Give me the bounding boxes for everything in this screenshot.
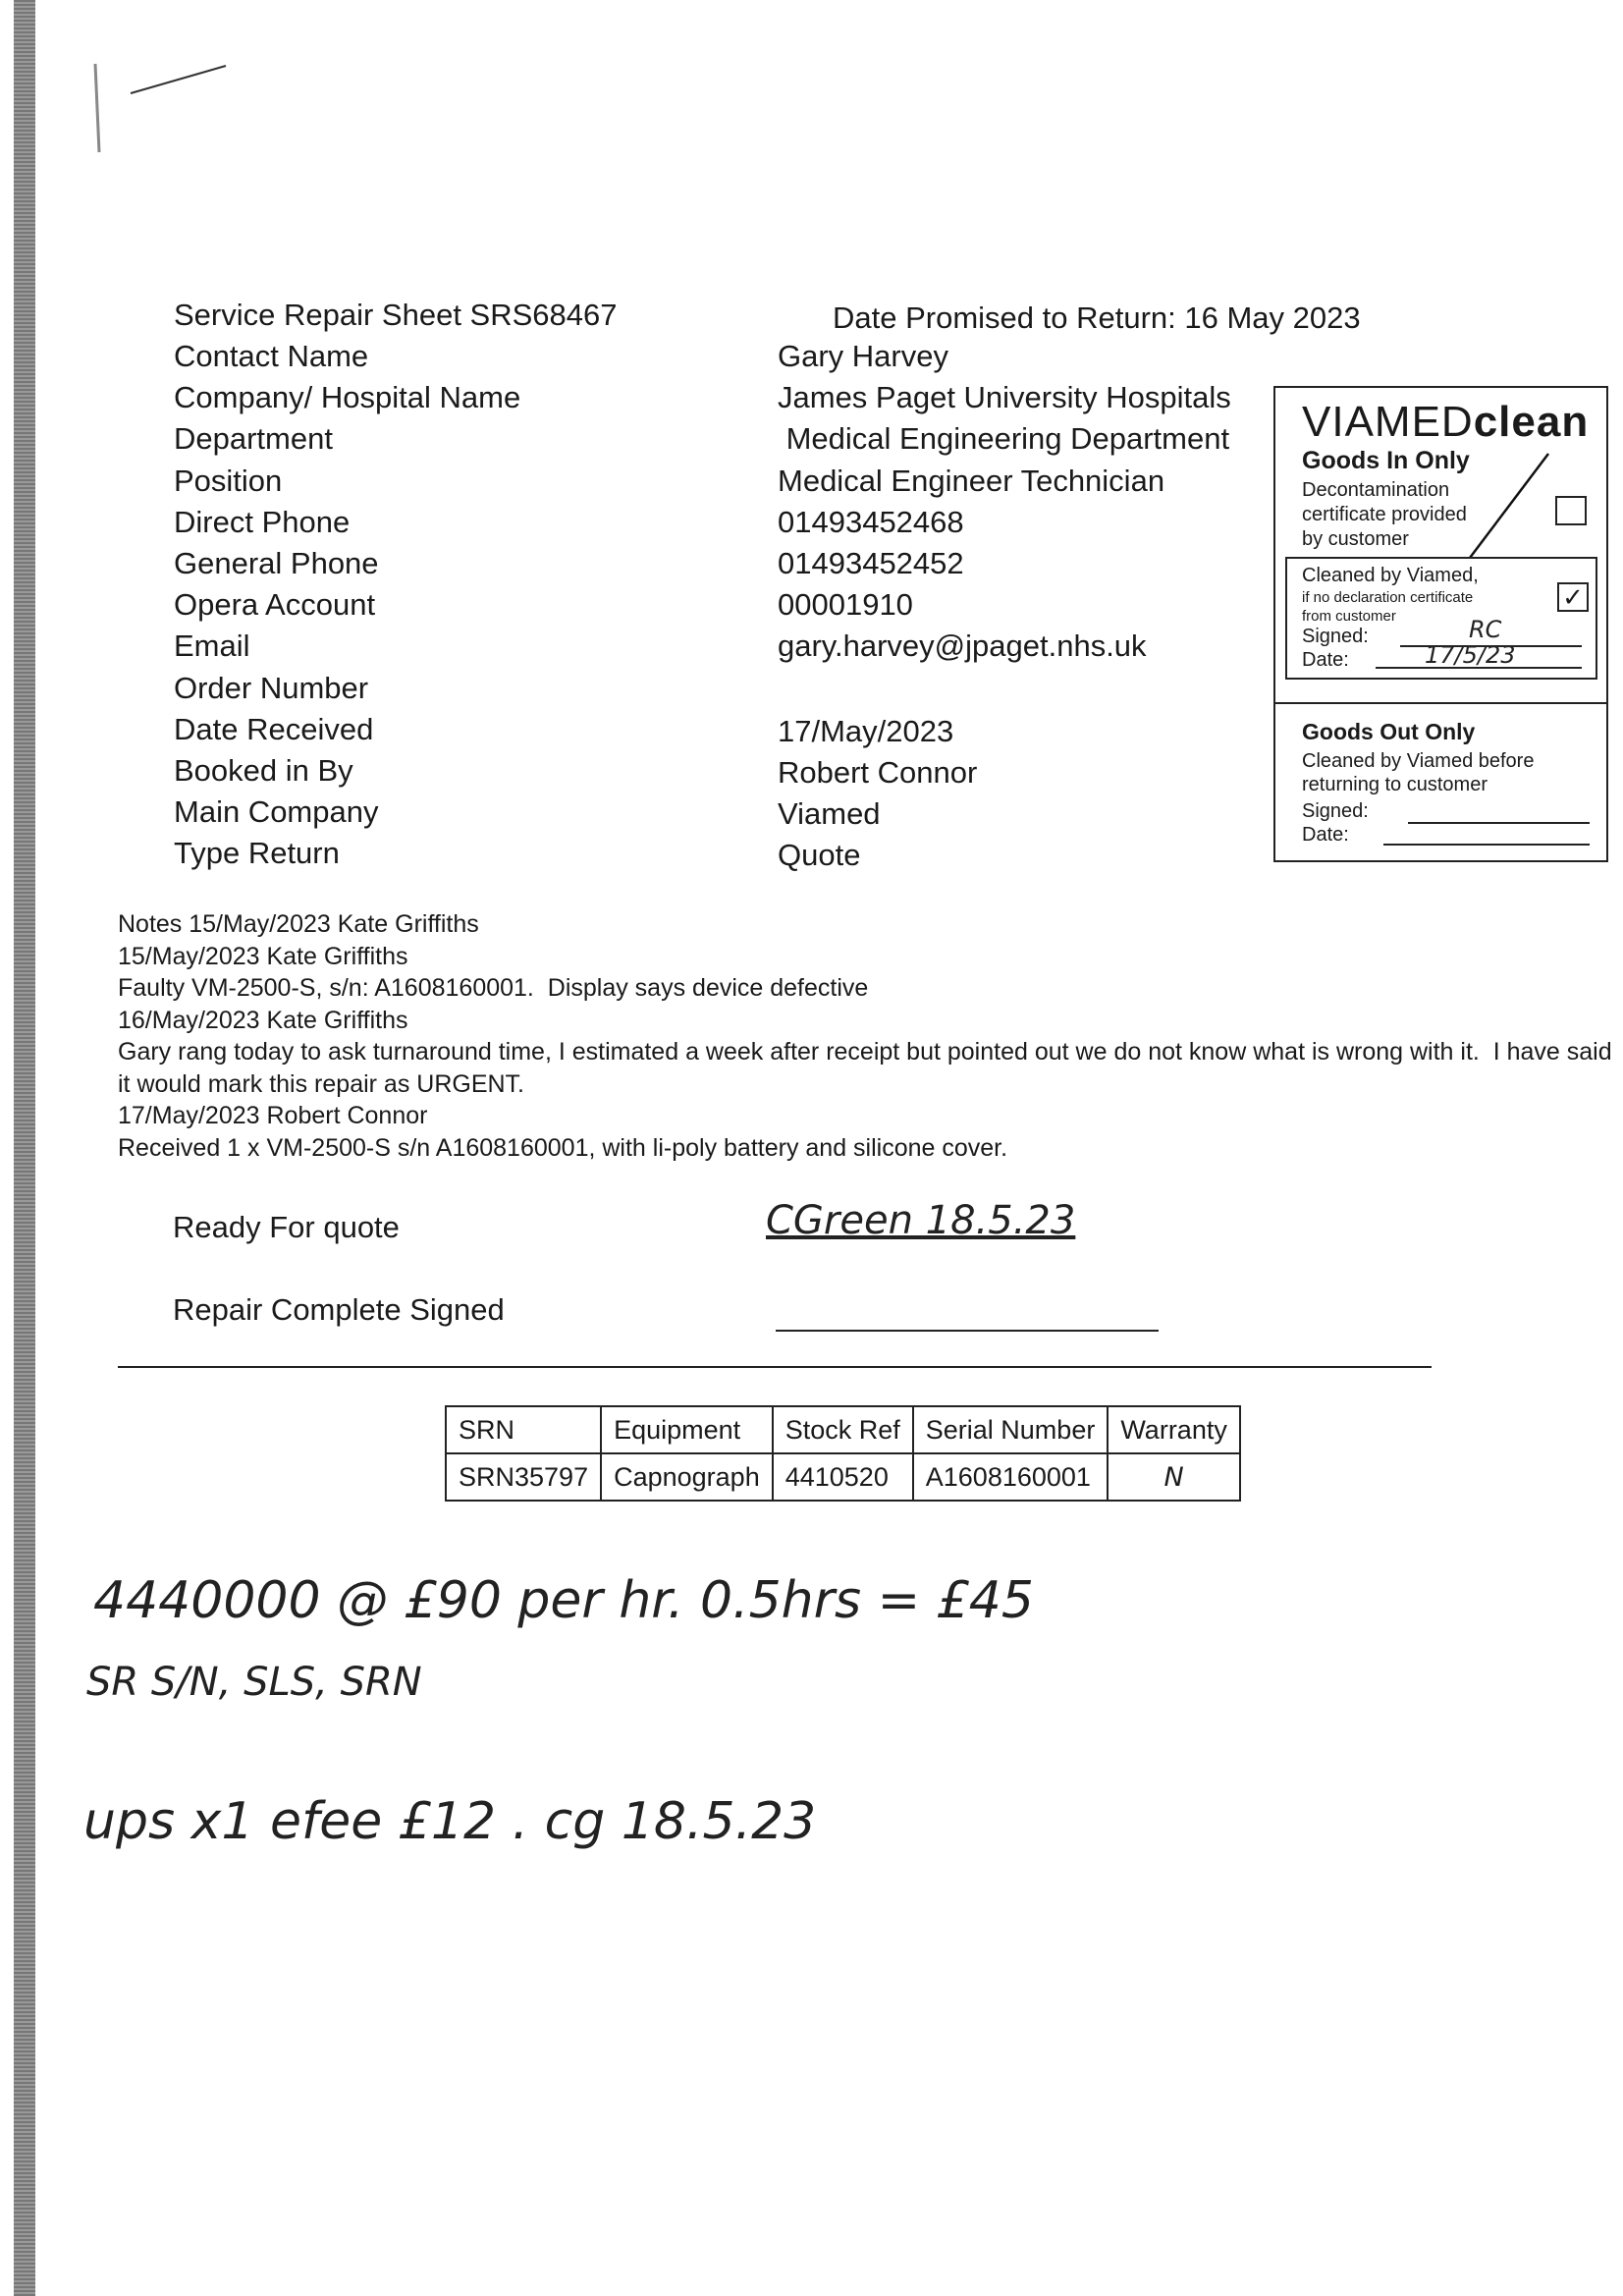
- field-label: Type Return: [174, 836, 340, 871]
- handwritten-parts: SR S/N, SLS, SRN: [86, 1660, 422, 1705]
- cell-stock-ref: 4410520: [773, 1453, 913, 1501]
- cleaned-sub: from customer: [1302, 608, 1396, 625]
- goods-out-heading: Goods Out Only: [1302, 719, 1476, 744]
- field-label: Company/ Hospital Name: [174, 380, 521, 415]
- stamp-logo-a: VIAMED: [1302, 398, 1474, 446]
- handwritten-labour: 4440000 @ £90 per hr. 0.5hrs = £45: [93, 1571, 1034, 1630]
- handwritten-shipping: ups x1 efee £12 . cg 18.5.23: [83, 1792, 817, 1851]
- field-value: gary.harvey@jpaget.nhs.uk: [778, 629, 1147, 664]
- field-value: 17/May/2023: [778, 713, 954, 748]
- goods-out-text: Cleaned by Viamed before: [1302, 750, 1535, 772]
- decon-checkbox[interactable]: [1555, 496, 1587, 525]
- cell-serial: A1608160001: [913, 1453, 1109, 1501]
- repair-complete-label: Repair Complete Signed: [173, 1292, 505, 1327]
- decon-text: Decontamination: [1302, 479, 1450, 501]
- date-handwritten: 17/5/23: [1425, 641, 1516, 669]
- stamp-logo-b: clean: [1473, 398, 1590, 446]
- header-equipment: Equipment: [601, 1406, 773, 1453]
- field-value: 01493452452: [778, 546, 964, 580]
- viamed-clean-stamp: [1273, 386, 1608, 862]
- staple-mark: [83, 54, 241, 162]
- table-row: [446, 1453, 1240, 1501]
- out-signed-label: Signed:: [1302, 800, 1369, 822]
- field-value: James Paget University Hospitals: [778, 380, 1231, 415]
- cell-equipment: Capnograph: [601, 1453, 773, 1501]
- sheet-title: Service Repair Sheet SRS68467: [174, 298, 618, 332]
- field-label: Department: [174, 421, 333, 457]
- cleaned-section: [1285, 557, 1597, 680]
- note-line: 16/May/2023 Kate Griffiths: [118, 1006, 408, 1034]
- field-value: Quote: [778, 838, 861, 873]
- scan-edge: [14, 0, 35, 2296]
- decon-text: by customer: [1302, 528, 1409, 550]
- field-value: Medical Engineering Department: [778, 421, 1230, 457]
- signed-initials: RC: [1469, 616, 1502, 643]
- field-label: Position: [174, 463, 283, 498]
- header-serial: Serial Number: [913, 1406, 1109, 1453]
- cleaned-sub: if no declaration certificate: [1302, 589, 1474, 606]
- note-line: Faulty VM-2500-S, s/n: A1608160001. Display says device defective: [118, 974, 869, 1002]
- goods-out-text: returning to customer: [1302, 774, 1488, 795]
- field-label: Date Received: [174, 711, 374, 746]
- signed-label: Signed:: [1302, 626, 1369, 647]
- header-srn: SRN: [446, 1406, 601, 1453]
- cell-srn: SRN35797: [446, 1453, 601, 1501]
- date-promised: Date Promised to Return: 16 May 2023: [833, 301, 1361, 335]
- field-value: Viamed: [778, 796, 881, 832]
- field-label: Opera Account: [174, 587, 376, 623]
- cleaned-checkbox-checked[interactable]: ✓: [1557, 582, 1589, 612]
- note-line: Received 1 x VM-2500-S s/n A1608160001, with li-poly battery and silicone cover.: [118, 1133, 1008, 1162]
- table-header-row: [446, 1406, 1240, 1453]
- field-value: Medical Engineer Technician: [778, 463, 1165, 498]
- out-date-label: Date:: [1302, 824, 1349, 846]
- note-line: 15/May/2023 Kate Griffiths: [118, 942, 408, 970]
- header-stock-ref: Stock Ref: [773, 1406, 913, 1453]
- note-line: 17/May/2023 Robert Connor: [118, 1102, 428, 1129]
- field-value: Gary Harvey: [778, 339, 948, 373]
- field-label: Main Company: [174, 794, 379, 830]
- notes: [118, 908, 1620, 1164]
- header-warranty: Warranty: [1108, 1406, 1240, 1453]
- field-label: General Phone: [174, 546, 379, 580]
- date-label: Date:: [1302, 649, 1349, 671]
- field-label: Contact Name: [174, 339, 369, 373]
- cleaned-text: Cleaned by Viamed,: [1302, 565, 1479, 586]
- handwritten-strike: [1462, 452, 1560, 560]
- ready-for-quote-label: Ready For quote: [173, 1210, 400, 1244]
- field-value: 01493452468: [778, 504, 964, 539]
- field-label: Direct Phone: [174, 504, 351, 539]
- field-value: Robert Connor: [778, 755, 978, 790]
- note-line: Notes 15/May/2023 Kate Griffiths: [118, 910, 479, 938]
- field-value: 00001910: [778, 587, 913, 623]
- goods-in-heading: Goods In Only: [1302, 447, 1470, 474]
- cell-warranty: N: [1108, 1453, 1240, 1501]
- field-label: Booked in By: [174, 753, 353, 788]
- equipment-table: [445, 1405, 1241, 1502]
- field-label: Order Number: [174, 670, 369, 705]
- decon-text: certificate provided: [1302, 504, 1467, 525]
- note-line: Gary rang today to ask turnaround time, I estimated a week after receipt but pointed out we do not know what is wrong with it. I have said it would mark this repair as URGENT.: [118, 1038, 1619, 1098]
- ready-signature: CGreen 18.5.23: [766, 1198, 1076, 1243]
- field-label: Email: [174, 629, 250, 664]
